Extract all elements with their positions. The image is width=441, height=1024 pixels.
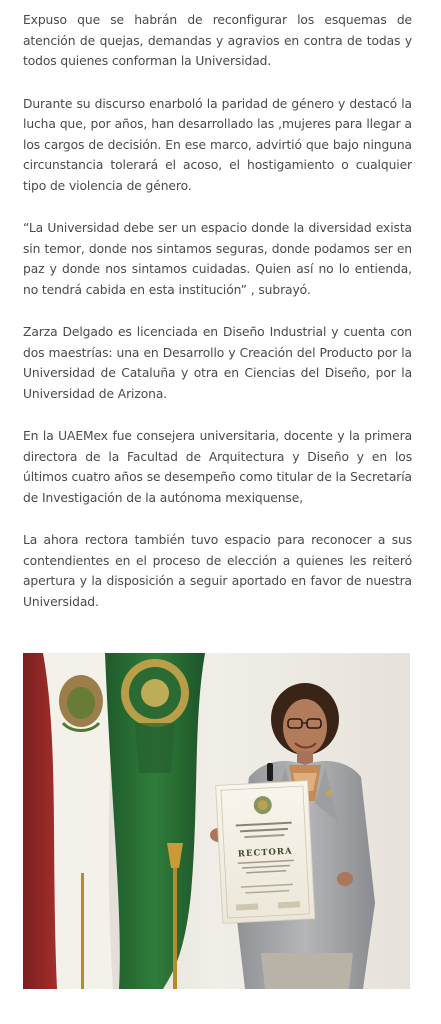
paragraph-career: En la UAEMex fue consejera universitaria, docente y la primera directora de la Facultad de Arquitectura y Diseño y en los últimos cuatro años se desempeño como titular de la Secretaría de Investigación de la autónoma mexiquense, <box>23 429 412 505</box>
article-body <box>23 10 412 634</box>
paragraph-quote: “La Universidad debe ser un espacio donde la diversidad exista sin temor, donde nos sintamos seguras, donde podamos ser en paz y donde nos sintamos cuidadas. Quien así no lo entienda, no tendrá cabida en esta institución” , subrayó. <box>23 221 412 297</box>
certificate-title: RECTORA <box>237 846 293 860</box>
article-photo <box>23 653 410 989</box>
paragraph-education: Zarza Delgado es licenciada en Diseño Industrial y cuenta con dos maestrías: una en Desarrollo y Creación del Producto por la Universidad de Cataluña y otra en Ciencias del Diseño, por la Universidad de Arizona. <box>23 325 412 401</box>
paragraph-gender-parity: Durante su discurso enarboló la paridad de género y destacó la lucha que, por años, han desarrollado las ,mujeres para llegar a los cargos de decisión. En ese marco, advirtió que bajo ninguna circunstancia tolerará el acoso, el hostigamiento o cualquier tipo de violencia de género. <box>23 96 412 193</box>
paragraph-reconfiguration: Expuso que se habrán de reconfigurar los esquemas de atención de quejas, demandas y agravios en contra de todas y todos quienes conforman la Universidad. <box>23 13 412 68</box>
paragraph-contenders: La ahora rectora también tuvo espacio para reconocer a sus contendientes en el proceso de elección a quienes les reiteró apertura y la disposición a seguir aportado en favor de nuestra Universidad. <box>23 533 412 609</box>
